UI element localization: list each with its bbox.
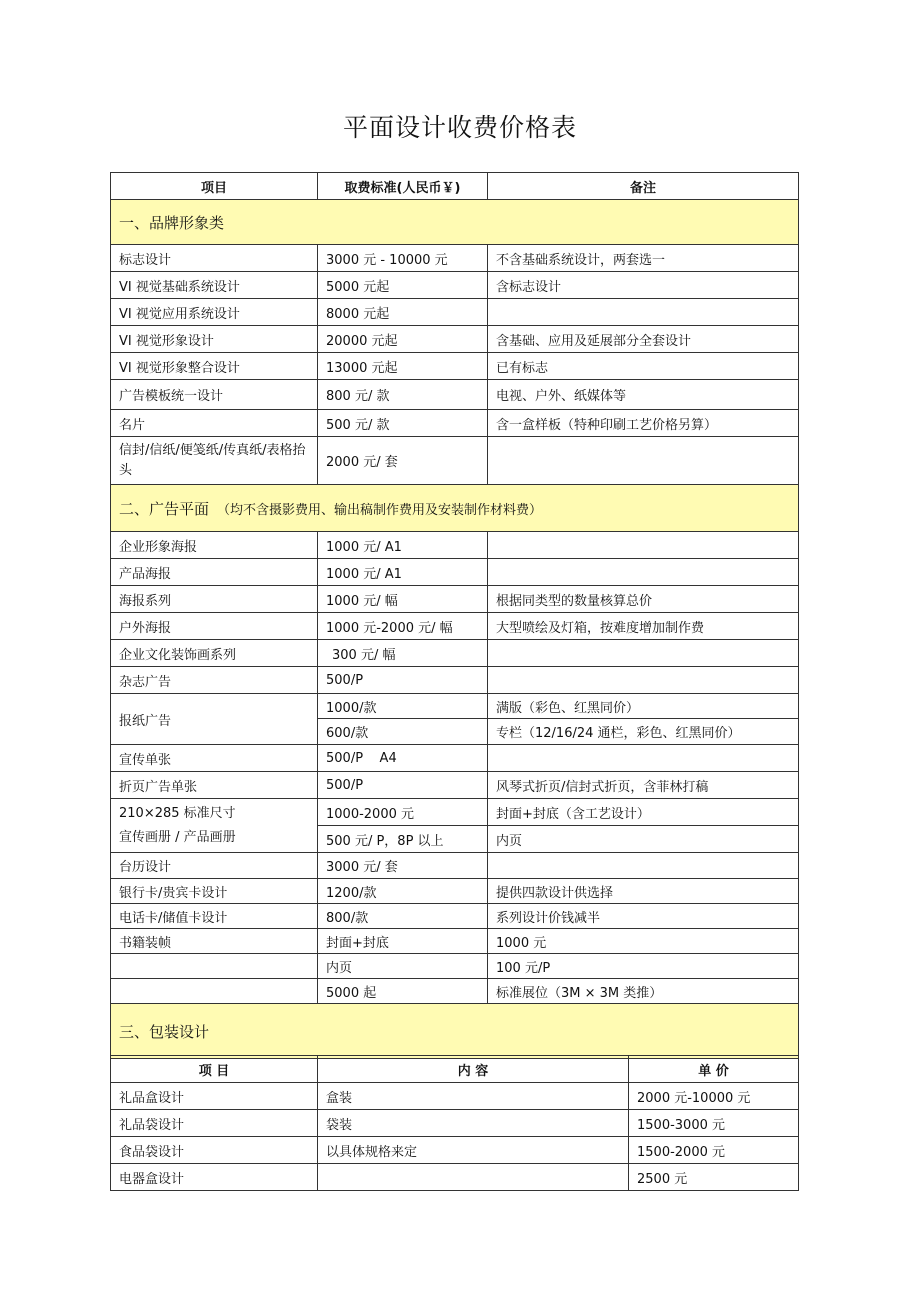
- cell-fee: 8000 元起: [318, 299, 488, 326]
- section-header: [111, 485, 799, 532]
- cell-fee: 500 元/ P，8P 以上: [318, 826, 488, 853]
- section-header: [111, 200, 799, 245]
- table-row: [111, 694, 799, 719]
- table-row: [111, 380, 799, 410]
- cell-note: [488, 640, 799, 667]
- table-row: [111, 1137, 799, 1164]
- table-row: [111, 245, 799, 272]
- table-row: [111, 772, 799, 799]
- cell-item: 杂志广告: [111, 667, 318, 694]
- table-row: [111, 879, 799, 904]
- cell-item: VI 视觉基础系统设计: [111, 272, 318, 299]
- cell-fee: 1200/款: [318, 879, 488, 904]
- cell-item: 产品海报: [111, 559, 318, 586]
- cell-item: 标志设计: [111, 245, 318, 272]
- header-item: 项 目: [111, 1056, 318, 1083]
- cell-note: 不含基础系统设计，两套选一: [488, 245, 799, 272]
- section-note: （均不含摄影费用、输出稿制作费用及安装制作材料费）: [217, 502, 543, 518]
- cell-item: 食品袋设计: [111, 1137, 318, 1164]
- cell-note: 大型喷绘及灯箱，按难度增加制作费: [488, 613, 799, 640]
- cell-fee: 13000 元起: [318, 353, 488, 380]
- cell-item: 企业形象海报: [111, 532, 318, 559]
- cell-fee: 600/款: [318, 719, 488, 745]
- cell-item: 广告模板统一设计: [111, 380, 318, 410]
- cell-fee: 500/P A4: [318, 745, 488, 772]
- table-row: [111, 559, 799, 586]
- cell-item: 户外海报: [111, 613, 318, 640]
- cell-price: 1500-2000 元: [629, 1137, 799, 1164]
- header-fee: 取费标准(人民币￥): [318, 173, 488, 200]
- cell-fee: 1000-2000 元: [318, 799, 488, 826]
- cell-fee: 800 元/ 款: [318, 380, 488, 410]
- cell-fee: 20000 元起: [318, 326, 488, 353]
- cell-item: [111, 979, 318, 1004]
- section-header: [111, 1004, 799, 1059]
- cell-fee: 2000 元/ 套: [318, 437, 488, 485]
- header-content: 内 容: [318, 1056, 629, 1083]
- table-row: [111, 1110, 799, 1137]
- table-row: [111, 799, 799, 826]
- cell-item: 信封/信纸/便笺纸/传真纸/表格抬头: [111, 437, 318, 485]
- table-row: [111, 667, 799, 694]
- cell-note: 系列设计价钱减半: [488, 904, 799, 929]
- cell-fee: 封面+封底: [318, 929, 488, 954]
- cell-note: 已有标志: [488, 353, 799, 380]
- section-title: 二、广告平面: [119, 499, 210, 518]
- cell-item: 海报系列: [111, 586, 318, 613]
- header-item: 项目: [111, 173, 318, 200]
- cell-item: [111, 799, 318, 853]
- cell-note: 含基础、应用及延展部分全套设计: [488, 326, 799, 353]
- table-row: [111, 1083, 799, 1110]
- cell-note: [488, 299, 799, 326]
- packaging-table: [110, 1055, 799, 1191]
- table-row: [111, 929, 799, 954]
- cell-item: VI 视觉形象设计: [111, 326, 318, 353]
- cell-fee: 1000 元-2000 元/ 幅: [318, 613, 488, 640]
- cell-note: 含标志设计: [488, 272, 799, 299]
- cell-fee: 3000 元/ 套: [318, 853, 488, 879]
- cell-item: 名片: [111, 410, 318, 437]
- cell-item: [111, 954, 318, 979]
- cell-fee: 800/款: [318, 904, 488, 929]
- cell-note: 含一盒样板（特种印刷工艺价格另算）: [488, 410, 799, 437]
- table-row: [111, 613, 799, 640]
- cell-item: 礼品盒设计: [111, 1083, 318, 1110]
- cell-note: 100 元/P: [488, 954, 799, 979]
- cell-note: [488, 532, 799, 559]
- cell-fee: 5000 元起: [318, 272, 488, 299]
- cell-note: 1000 元: [488, 929, 799, 954]
- table-row: [111, 586, 799, 613]
- cell-item: VI 视觉形象整合设计: [111, 353, 318, 380]
- cell-note: [488, 667, 799, 694]
- cell-note: 根据同类型的数量核算总价: [488, 586, 799, 613]
- cell-note: 专栏（12/16/24 通栏，彩色、红黑同价）: [488, 719, 799, 745]
- section-title: 三、包装设计: [119, 1022, 210, 1041]
- header-price: 单 价: [629, 1056, 799, 1083]
- table-row: [111, 1164, 799, 1191]
- cell-price: 2000 元-10000 元: [629, 1083, 799, 1110]
- table-header-row: [111, 173, 799, 200]
- cell-item: 台历设计: [111, 853, 318, 879]
- cell-note: [488, 745, 799, 772]
- cell-item: 报纸广告: [111, 694, 318, 745]
- price-table: [110, 172, 799, 1059]
- cell-note: 风琴式折页/信封式折页，含菲林打稿: [488, 772, 799, 799]
- cell-item: 电话卡/储值卡设计: [111, 904, 318, 929]
- cell-item: VI 视觉应用系统设计: [111, 299, 318, 326]
- page-title: 平面设计收费价格表: [342, 113, 577, 142]
- cell-item: 书籍装帧: [111, 929, 318, 954]
- cell-item: 银行卡/贵宾卡设计: [111, 879, 318, 904]
- cell-item: 宣传单张: [111, 745, 318, 772]
- table-row: [111, 640, 799, 667]
- cell-content: 以具体规格来定: [318, 1137, 629, 1164]
- section-title: 一、品牌形象类: [119, 213, 225, 232]
- table-header-row: [111, 1056, 799, 1083]
- table-row: [111, 904, 799, 929]
- cell-fee: 500 元/ 款: [318, 410, 488, 437]
- cell-fee: 1000 元/ A1: [318, 559, 488, 586]
- cell-content: [318, 1164, 629, 1191]
- table-row: [111, 745, 799, 772]
- cell-note: 封面+封底（含工艺设计）: [488, 799, 799, 826]
- cell-fee: 1000 元/ 幅: [318, 586, 488, 613]
- table-row: [111, 353, 799, 380]
- table-row: [111, 979, 799, 1004]
- table-row: [111, 437, 799, 485]
- cell-content: 袋装: [318, 1110, 629, 1137]
- cell-price: 2500 元: [629, 1164, 799, 1191]
- cell-content: 盒装: [318, 1083, 629, 1110]
- cell-note: 满版（彩色、红黑同价）: [488, 694, 799, 719]
- table-row: [111, 299, 799, 326]
- cell-note: [488, 437, 799, 485]
- cell-fee: 300 元/ 幅: [318, 640, 488, 667]
- cell-note: 标准展位（3M × 3M 类推）: [488, 979, 799, 1004]
- cell-item: 折页广告单张: [111, 772, 318, 799]
- table-row: [111, 326, 799, 353]
- cell-item: 企业文化装饰画系列: [111, 640, 318, 667]
- cell-item-line: 宣传画册 / 产品画册: [119, 829, 236, 845]
- cell-fee: 1000/款: [318, 694, 488, 719]
- cell-item: 礼品袋设计: [111, 1110, 318, 1137]
- cell-fee: 500/P: [318, 667, 488, 694]
- cell-note: 电视、户外、纸媒体等: [488, 380, 799, 410]
- table-row: [111, 954, 799, 979]
- table-row: [111, 272, 799, 299]
- cell-fee: 5000 起: [318, 979, 488, 1004]
- cell-price: 1500-3000 元: [629, 1110, 799, 1137]
- cell-note: [488, 853, 799, 879]
- cell-fee: 1000 元/ A1: [318, 532, 488, 559]
- table-row: [111, 853, 799, 879]
- header-note: 备注: [488, 173, 799, 200]
- cell-fee: 3000 元 - 10000 元: [318, 245, 488, 272]
- cell-note: [488, 559, 799, 586]
- cell-note: 内页: [488, 826, 799, 853]
- table-row: [111, 410, 799, 437]
- cell-item: 电器盒设计: [111, 1164, 318, 1191]
- cell-fee: 内页: [318, 954, 488, 979]
- cell-item-line: 210×285 标准尺寸: [119, 805, 236, 821]
- table-row: [111, 532, 799, 559]
- cell-fee: 500/P: [318, 772, 488, 799]
- cell-note: 提供四款设计供选择: [488, 879, 799, 904]
